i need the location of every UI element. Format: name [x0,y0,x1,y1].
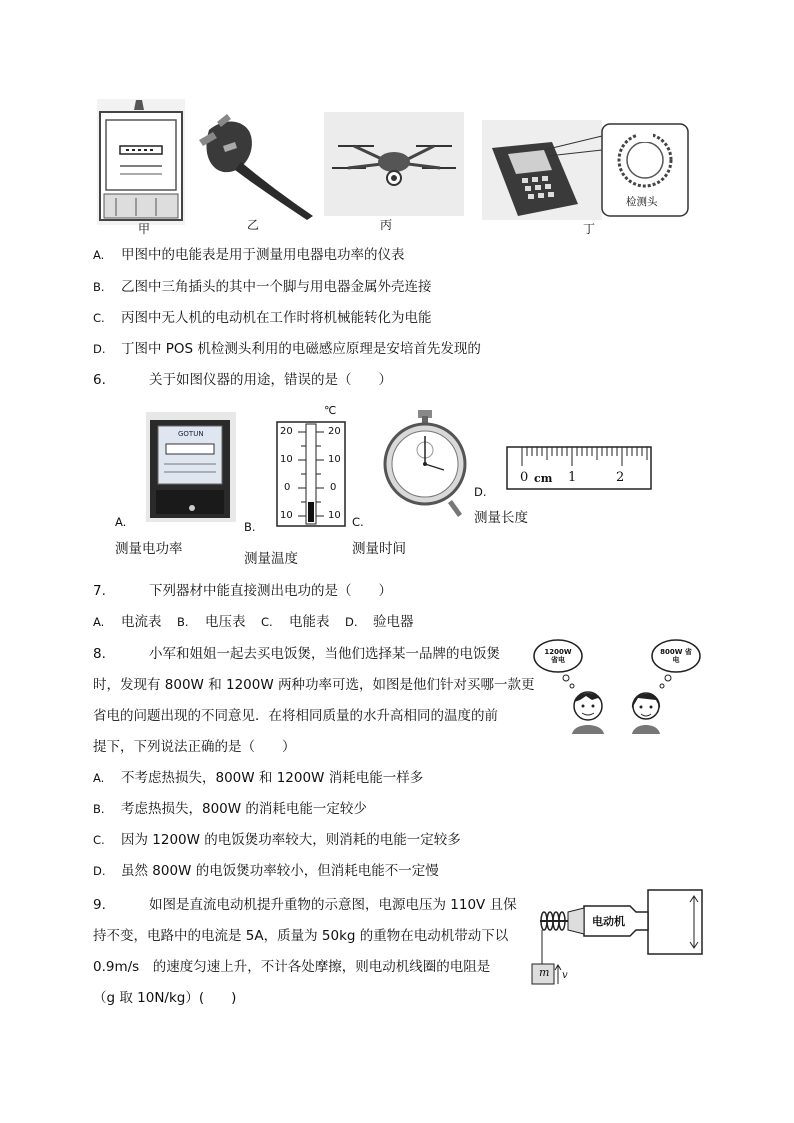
option-text: 丁图中 POS 机检测头利用的电磁感应原理是安培首先发现的 [121,341,481,357]
q7-stem [93,582,392,600]
option-text: 考虑热损失，800W 的消耗电能一定较少 [121,801,367,817]
q8-figure-siblings [532,636,708,736]
q5-option-a [93,246,405,264]
option-text: 电能表 [289,614,330,630]
q9-stem-line-2: 持不变，电路中的电流是 5A，质量为 50kg 的重物在电动机带动下以 [93,928,509,944]
q6-option-c-caption: 测量时间 [352,541,406,557]
velocity-label: v [562,970,568,981]
thermo-tick-left: 10 [280,510,293,521]
figure-bing-drone [324,112,464,216]
bubble-left-text: 1200W 省电 [544,648,572,664]
q6-option-c-letter: C. [352,515,364,529]
q6-stem [93,371,392,389]
thermo-tick-right: 10 [328,510,341,521]
q8-stem-line-1 [93,645,500,663]
q6-option-a-caption: 测量电功率 [115,541,183,557]
question-number: 9. [93,897,106,913]
ruler-label-one: 1 [568,470,577,485]
figure-label-yi: 乙 [247,218,260,232]
option-text: 验电器 [373,614,414,630]
q5-option-d [93,340,481,358]
q8-stem-line-3: 省电的问题出现的不同意见．在将相同质量的水升高相同的温度的前 [93,708,498,724]
option-letter: B. [93,280,105,294]
option-letter: B. [93,802,105,816]
q5-option-b [93,278,432,296]
q6-stopwatch [382,408,468,524]
boy-figure [572,692,604,734]
thermo-tick-left: 10 [280,454,293,465]
option-letter: B. [177,615,189,629]
meter-brand-label: GOTUN [178,430,204,438]
figure-yi-three-pin-plug [195,112,317,222]
option-letter: A. [93,771,105,785]
mass-label: m [539,966,550,979]
question-number: 6. [93,372,106,388]
pos-head-label: 检测头 [626,196,658,208]
option-letter: A. [93,248,105,262]
question-text: 关于如图仪器的用途，错误的是（ ） [149,372,392,388]
q6-ruler [506,446,652,490]
figure-label-jia: 甲 [138,222,151,236]
question-text: 下列器材中能直接测出电功的是（ ） [149,583,392,599]
q5-option-c [93,309,432,327]
option-text: 甲图中的电能表是用于测量用电器电功率的仪表 [121,247,405,263]
q6-energy-meter-photo [146,412,236,522]
q6-option-d-caption: 测量长度 [474,510,528,526]
option-letter: C. [261,615,273,629]
option-letter: A. [93,615,105,629]
thermo-tick-right: 10 [328,454,341,465]
thermo-tick-right: 0 [330,482,337,493]
q6-option-a-letter: A. [115,515,127,529]
ruler-label-zero: 0 [520,470,529,485]
option-text: 不考虑热损失，800W 和 1200W 消耗电能一样多 [121,770,424,786]
option-letter: C. [93,833,105,847]
thermo-tick-left: 0 [284,482,291,493]
bubble-right-text: 800W 省电 [660,648,692,664]
ruler-label-two: 2 [616,470,625,485]
girl-figure [632,693,660,734]
option-letter: D. [345,615,358,629]
option-letter: D. [93,864,106,878]
q6-thermometer [276,404,346,528]
q8-stem-line-2: 时，发现有 800W 和 1200W 两种功率可选，如图是他们针对买哪一款更 [93,677,535,693]
question-text: 如图是直流电动机提升重物的示意图，电源电压为 110V 且保 [149,897,517,913]
question-number: 8. [93,646,106,662]
q8-stem-line-4: 提下，下列说法正确的是（ ） [93,739,296,755]
q8-option-a [93,769,423,787]
question-number: 7. [93,583,106,599]
thermo-tick-left: 20 [280,426,293,437]
q8-option-d [93,862,439,880]
q9-stem-line-1 [93,896,517,914]
figure-ding-pos-machine [482,120,692,220]
option-letter: D. [93,342,106,356]
option-text: 虽然 800W 的电饭煲功率较小，但消耗电能不一定慢 [121,863,439,879]
figure-jia-energy-meter [96,98,186,226]
figure-label-bing: 丙 [380,218,393,232]
q6-option-d-letter: D. [474,485,487,499]
q8-option-b [93,800,367,818]
thermo-unit: ℃ [324,404,337,417]
q9-stem-line-4: （g 取 10N/kg）( ) [93,990,237,1006]
q6-option-b-letter: B. [244,520,256,534]
q9-stem-line-3: 0.9m/s 的速度匀速上升，不计各处摩擦，则电动机线圈的电阻是 [93,959,491,975]
q6-option-b-caption: 测量温度 [244,551,298,567]
option-text: 电流表 [121,614,162,630]
thermo-tick-right: 20 [328,426,341,437]
question-text: 小军和姐姐一起去买电饭煲，当他们选择某一品牌的电饭煲 [149,646,500,662]
option-letter: C. [93,311,105,325]
option-text: 丙图中无人机的电动机在工作时将机械能转化为电能 [121,310,432,326]
option-text: 电压表 [205,614,246,630]
figure-label-ding: 丁 [583,222,596,236]
motor-label: 电动机 [592,915,625,928]
option-text: 因为 1200W 的电饭煲功率较大，则消耗的电能一定较多 [121,832,461,848]
option-text: 乙图中三角插头的其中一个脚与用电器金属外壳连接 [121,279,432,295]
q7-options [93,613,414,631]
q9-motor-diagram [530,886,706,990]
q8-option-c [93,831,461,849]
ruler-label-unit: cm [534,472,553,485]
